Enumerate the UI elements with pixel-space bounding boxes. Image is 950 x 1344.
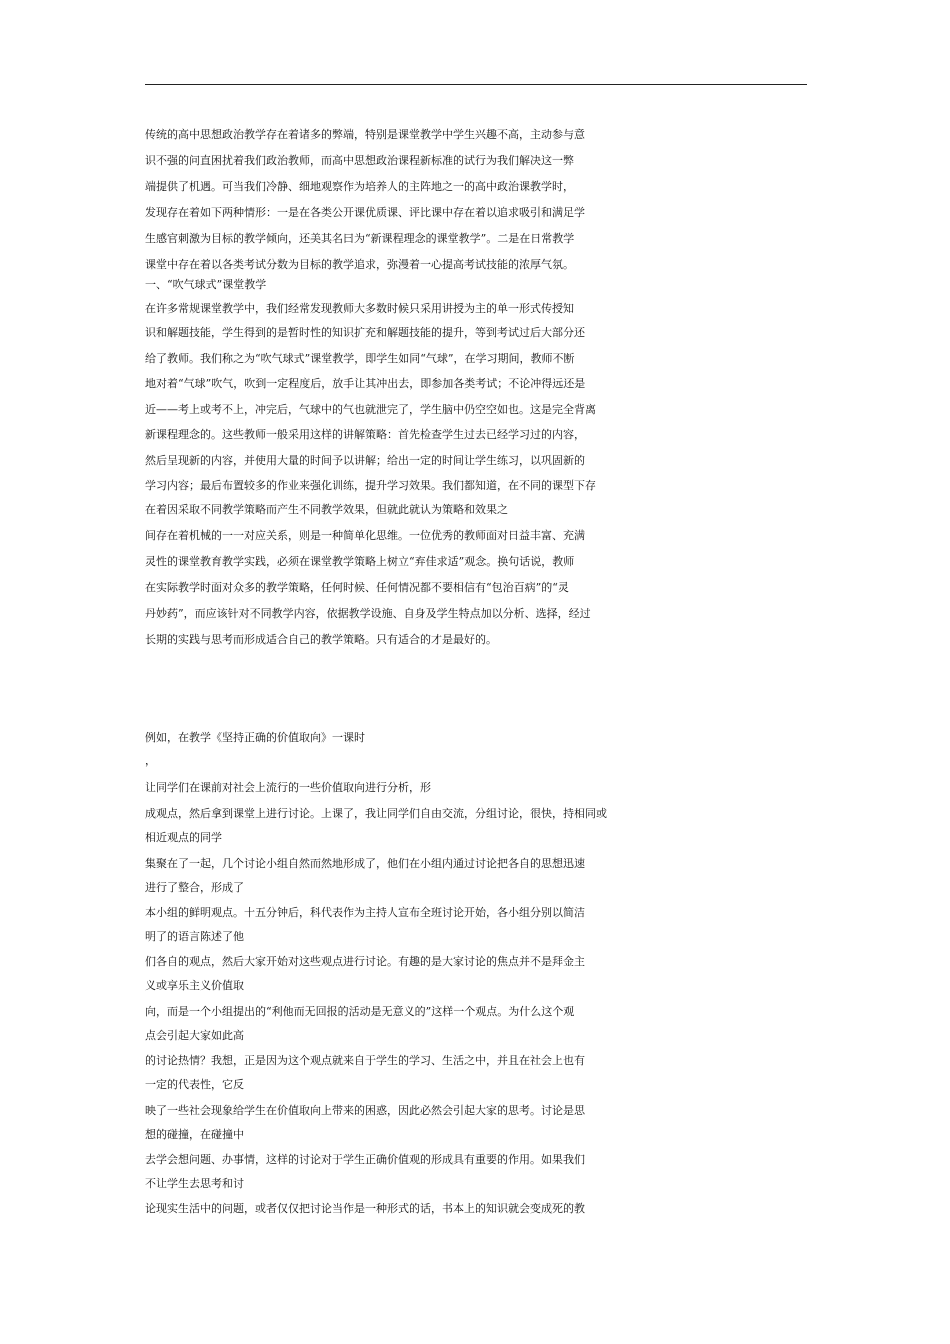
text-line: 识和解题技能，学生得到的是暂时性的知识扩充和解题技能的提升，等到考试过后大部分还 [145, 326, 585, 339]
text-line: 成观点，然后拿到课堂上进行讨论。上课了，我让同学们自由交流，分组讨论，很快，持相同或 [145, 807, 607, 820]
text-line: 地对着“气球”吹气，吹到一定程度后，放手让其冲出去，即参加各类考试；不论冲得远还是 [145, 377, 586, 390]
text-line: 点会引起大家如此高 [145, 1029, 244, 1042]
text-line: 近——考上或考不上，冲完后，气球中的气也就泄完了，学生脑中仍空空如也。这是完全背离 [145, 403, 596, 416]
text-line: 长期的实践与思考而形成适合自己的教学策略。只有适合的才是最好的。 [145, 633, 497, 646]
text-line: 在着因采取不同教学策略而产生不同教学效果，但就此就认为策略和效果之 [145, 503, 508, 516]
text-line: 映了一些社会现象给学生在价值取向上带来的困惑，因此必然会引起大家的思考。讨论是思 [145, 1104, 585, 1117]
text-line: 想的碰撞，在碰撞中 [145, 1128, 244, 1141]
text-line: 们各自的观点，然后大家开始对这些观点进行讨论。有趣的是大家讨论的焦点并不是拜金主 [145, 955, 585, 968]
text-line: 传统的高中思想政治教学存在着诸多的弊端，特别是课堂教学中学生兴趣不高，主动参与意 [145, 128, 585, 141]
text-line: 不让学生去思考和讨 [145, 1177, 244, 1190]
text-line: 相近观点的同学 [145, 831, 222, 844]
text-line: 识不强的问直困扰着我们政治教师，而高中思想政治课程新标准的试行为我们解决这一弊 [145, 154, 574, 167]
header-rule [145, 84, 807, 85]
text-line: 然后呈现新的内容，并使用大量的时间予以讲解；给出一定的时间让学生练习，以巩固新的 [145, 454, 585, 467]
text-line: 新课程理念的。这些教师一般采用这样的讲解策略：首先检查学生过去已经学习过的内容， [145, 428, 585, 441]
text-line: 丹妙药”，而应该针对不同教学内容，依据教学设施、自身及学生特点加以分析、选择，经过 [145, 607, 591, 620]
text-line: 给了教师。我们称之为“吹气球式”课堂教学，即学生如同“气球”，在学习期间，教师不断 [145, 352, 575, 365]
text-line: 端提供了机遇。可当我们冷静、细地观察作为培养人的主阵地之一的高中政治课教学时， [145, 180, 574, 193]
text-line: ， [145, 754, 156, 767]
text-line: 在许多常规课堂教学中，我们经常发现教师大多数时候只采用讲授为主的单一形式传授知 [145, 302, 574, 315]
text-line: 本小组的鲜明观点。十五分钟后，科代表作为主持人宣布全班讨论开始，各小组分别以简洁 [145, 906, 585, 919]
text-line: 一定的代表性，它反 [145, 1078, 244, 1091]
text-line: 去学会想问题、办事情，这样的讨论对于学生正确价值观的形成具有重要的作用。如果我们 [145, 1153, 585, 1166]
text-line: 集聚在了一起，几个讨论小组自然而然地形成了，他们在小组内通过讨论把各自的思想迅速 [145, 857, 585, 870]
text-line: 发现存在着如下两种情形：一是在各类公开课优质课、评比课中存在着以追求吸引和满足学 [145, 206, 585, 219]
text-line: 例如，在教学《坚持正确的价值取向》一课时 [145, 731, 365, 744]
text-line: 向，而是一个小组提出的“利他而无回报的活动是无意义的”这样一个观点。为什么这个观 [145, 1005, 575, 1018]
text-line: 的讨论热情？我想，正是因为这个观点就来自于学生的学习、生活之中，并且在社会上也有 [145, 1054, 585, 1067]
text-line: 义或享乐主义价值取 [145, 979, 244, 992]
text-line: 明了的语言陈述了他 [145, 930, 244, 943]
text-line: 生感官刺激为目标的教学倾向，还美其名曰为“新课程理念的课堂教学”。二是在日常教学 [145, 232, 575, 245]
text-line: 课堂中存在着以各类考试分数为目标的教学追求，弥漫着一心提高考试技能的浓厚气氛。 [145, 258, 574, 271]
text-line: 在实际教学时面对众多的教学策略，任何时候、任何情况都不要相信有“包治百病”的“灵 [145, 581, 569, 594]
text-line: 间存在着机械的一一对应关系，则是一种简单化思维。一位优秀的教师面对日益丰富、充满 [145, 529, 585, 542]
text-line: 让同学们在课前对社会上流行的一些价值取向进行分析，形 [145, 781, 431, 794]
text-line: 灵性的课堂教育教学实践，必须在课堂教学策略上树立“弃佳求适”观念。换句话说，教师 [145, 555, 575, 568]
text-line: 学习内容；最后布置较多的作业来强化训练，提升学习效果。我们都知道，在不同的课型下存 [145, 479, 596, 492]
text-line: 论现实生活中的问题，或者仅仅把讨论当作是一种形式的话，书本上的知识就会变成死的教 [145, 1202, 585, 1215]
section-heading: 一、“吹气球式”课堂教学 [145, 278, 267, 291]
text-line: 进行了整合，形成了 [145, 881, 244, 894]
